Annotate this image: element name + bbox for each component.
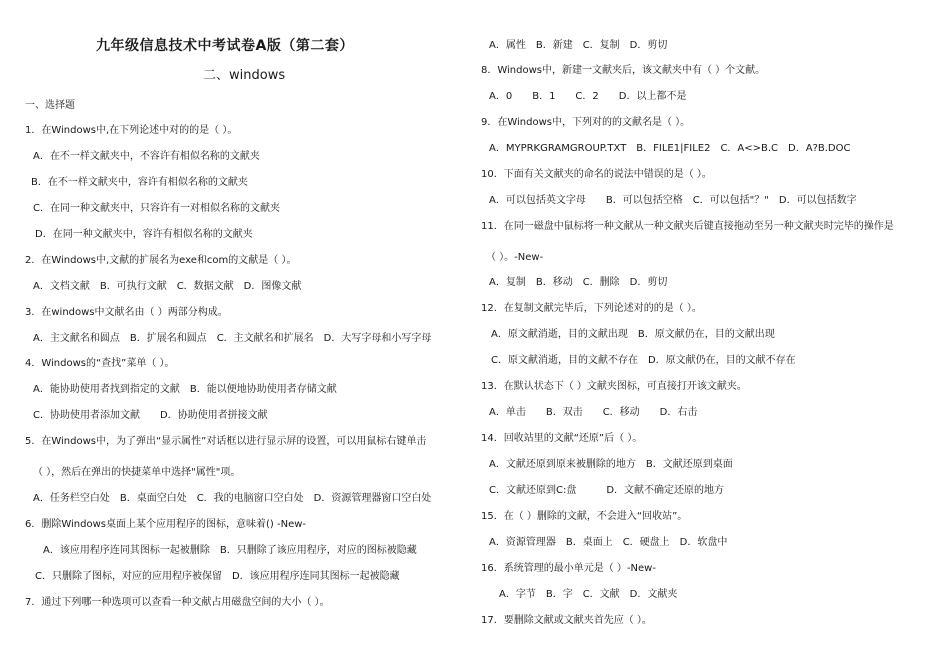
question-5-cont: （ ），然后在弹出的快捷菜单中选择"属性"项。 bbox=[33, 467, 241, 478]
q8-options: A．0 B．1 C．2 D．以上都不是 bbox=[489, 91, 687, 102]
question-2: 2．在Windows中,文献的扩展名为exe和com的文献是（ ）。 bbox=[25, 255, 297, 266]
q6-options-ab: A．该应用程序连同其图标一起被删除 B．只删除了该应用程序，对应的图标被隐藏 bbox=[43, 545, 417, 556]
question-12: 12．在复制文献完毕后，下列论述对的的是（ ）。 bbox=[481, 303, 702, 314]
section-heading: 一、选择题 bbox=[25, 100, 75, 111]
q14-options-ab: A．文献还原到原来被删除的地方 B．文献还原到桌面 bbox=[489, 459, 733, 470]
q14-options-cd: C．文献还原到C:盘 D．文献不确定还原的地方 bbox=[489, 485, 725, 496]
question-4: 4．Windows的“查找”菜单（ ）。 bbox=[25, 358, 175, 369]
question-9: 9．在Windows中，下列对的的文献名是（ ）。 bbox=[481, 117, 691, 128]
q6-options-cd: C．只删除了图标，对应的应用程序被保留 D．该应用程序连同其图标一起被隐藏 bbox=[35, 571, 400, 582]
q11-options: A．复制 B．移动 C．删除 D．剪切 bbox=[489, 277, 668, 288]
q7-options: A．属性 B．新建 C．复制 D．剪切 bbox=[489, 40, 668, 51]
q12-options-cd: C．原文献消逝，目的文献不存在 D．原文献仍在，目的文献不存在 bbox=[491, 355, 796, 366]
q4-options-ab: A．能协助使用者找到指定的文献 B．能以便地协助使用者存储文献 bbox=[33, 384, 337, 395]
question-1: 1．在Windows中,在下列论述中对的的是（ ）。 bbox=[25, 125, 238, 136]
question-14: 14．回收站里的文献“还原”后（ ）。 bbox=[481, 433, 643, 444]
question-10: 10．下面有关文献夹的命名的说法中错误的是（ ）。 bbox=[481, 169, 712, 180]
question-11: 11．在同一磁盘中鼠标将一种文献从一种文献夹后键直接拖动至另一种文献夹时完毕的操作是 bbox=[481, 221, 894, 232]
q13-options: A．单击 B．双击 C．移动 D．右击 bbox=[489, 407, 698, 418]
question-11-cont: （ ）。-New- bbox=[486, 252, 544, 263]
question-8: 8．Windows中，新建一文献夹后，该文献夹中有（ ）个文献。 bbox=[481, 65, 766, 76]
q1-option-b: B．在不一样文献夹中，容许有相似名称的文献夹 bbox=[31, 177, 248, 188]
q2-options: A．文档文献 B．可执行文献 C．数据文献 D．图像文献 bbox=[33, 281, 302, 292]
q5-options: A．任务栏空白处 B．桌面空白处 C．我的电脑窗口空白处 D．资源管理器窗口空白处 bbox=[33, 493, 432, 504]
question-5: 5．在Windows中，为了弹出“显示属性”对话框以进行显示屏的设置，可以用鼠标右键单击 bbox=[25, 436, 427, 447]
q9-options: A．MYPRKGRAMGROUP.TXT B．FILE1|FILE2 C．A<>B.C D．A?B.DOC bbox=[489, 143, 851, 154]
question-15: 15．在（ ）删除的文献，不会进入“回收站”。 bbox=[481, 511, 688, 522]
question-3: 3．在windows中文献名由（ ）两部分构成。 bbox=[25, 307, 228, 318]
question-7: 7．通过下列哪一种选项可以查看一种文献占用磁盘空间的大小（ ）。 bbox=[25, 597, 330, 608]
q1-option-a: A．在不一样文献夹中，不容许有相似名称的文献夹 bbox=[33, 151, 260, 162]
q12-options-ab: A．原文献消逝，目的文献出现 B．原文献仍在，目的文献出现 bbox=[491, 329, 775, 340]
q1-option-d: D．在同一种文献夹中，容许有相似名称的文献夹 bbox=[35, 229, 253, 240]
question-16: 16．系统管理的最小单元是（ ）-New- bbox=[481, 563, 656, 574]
question-13: 13．在默认状态下（ ）文献夹图标，可直接打开该文献夹。 bbox=[481, 381, 747, 392]
page-title: 九年级信息技术中考试卷A版（第二套） bbox=[96, 38, 354, 54]
q10-options: A．可以包括英文字母 B．可以包括空格 C．可以包括"？" D．可以包括数字 bbox=[489, 195, 857, 206]
q1-option-c: C．在同一种文献夹中，只容许有一对相似名称的文献夹 bbox=[33, 203, 280, 214]
question-17: 17．要删除文献或文献夹首先应（ ）。 bbox=[481, 615, 652, 626]
page-subtitle: 二、windows bbox=[203, 68, 286, 83]
q4-options-cd: C．协助使用者添加文献 D．协助使用者拼接文献 bbox=[33, 410, 268, 421]
q16-options: A．字节 B．字 C．文献 D．文献夹 bbox=[499, 589, 678, 600]
q15-options: A．资源管理器 B．桌面上 C．硬盘上 D．软盘中 bbox=[489, 537, 728, 548]
question-6: 6．删除Windows桌面上某个应用程序的图标，意味着() -New- bbox=[25, 519, 307, 530]
q3-options: A．主文献名和圆点 B．扩展名和圆点 C．主文献名和扩展名 D．大写字母和小写字母 bbox=[33, 333, 432, 344]
